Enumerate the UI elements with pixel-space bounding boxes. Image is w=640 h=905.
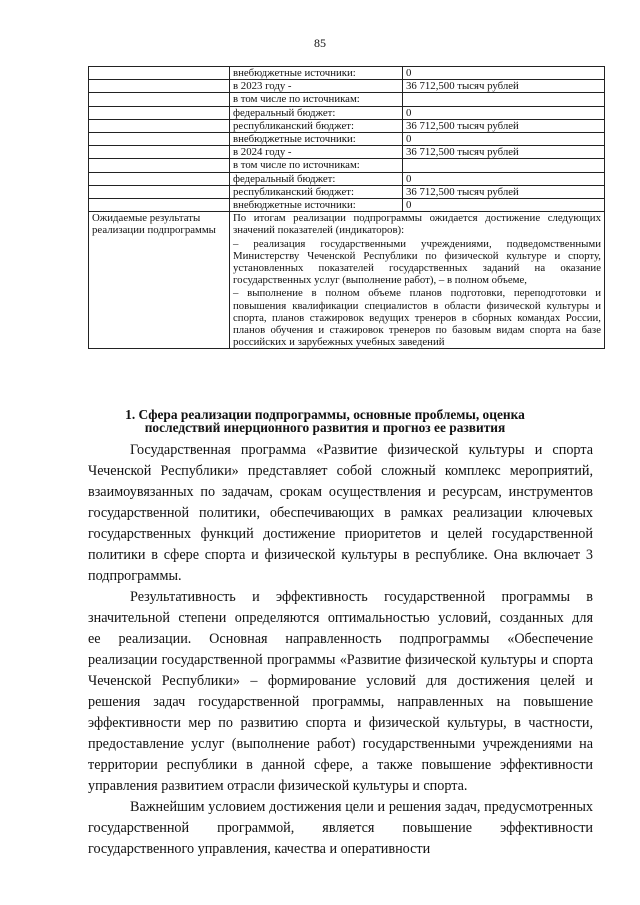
results-label: Ожидаемые результаты реализации подпрограммы bbox=[89, 212, 230, 349]
finance-row-label: внебюджетные источники: bbox=[230, 199, 403, 212]
finance-row bbox=[89, 199, 605, 212]
results-intro: По итогам реализации подпрограммы ожидается достижение следующих значений показателей (индикаторов): bbox=[233, 212, 601, 237]
finance-row bbox=[89, 80, 605, 93]
finance-row-value: 36 712,500 тысяч рублей bbox=[403, 119, 605, 132]
finance-row bbox=[89, 67, 605, 80]
finance-row-label: в том числе по источникам: bbox=[230, 93, 403, 106]
finance-row-blank bbox=[89, 106, 230, 119]
finance-rows bbox=[89, 67, 605, 212]
results-item-2: – выполнение в полном объеме планов подготовки, переподготовки и повышения квалификации специалистов в области физической культуры и спорта, планов стажировок ведущих тренеров в сборных командах России, планов обучения и стажировок тренеров по базовым видам спорта на базе российских и зарубежных учебных заведений bbox=[233, 287, 601, 349]
finance-row-value: 0 bbox=[403, 199, 605, 212]
finance-row-label: внебюджетные источники: bbox=[230, 67, 403, 80]
section-heading: 1. Сфера реализации подпрограммы, основные проблемы, оценка последствий инерционного развития и прогноз ее развития bbox=[125, 407, 525, 435]
finance-row bbox=[89, 133, 605, 146]
finance-row-blank bbox=[89, 67, 230, 80]
finance-row-value bbox=[403, 159, 605, 172]
finance-row bbox=[89, 172, 605, 185]
finance-row-blank bbox=[89, 146, 230, 159]
finance-row-label: в том числе по источникам: bbox=[230, 159, 403, 172]
results-cell bbox=[230, 212, 605, 349]
finance-row-blank bbox=[89, 119, 230, 132]
finance-row-label: в 2023 году - bbox=[230, 80, 403, 93]
finance-row-label: в 2024 году - bbox=[230, 146, 403, 159]
paragraph-2-cont: ее реализации. Основная направленность подпрограммы «Обеспечение реализации государственной программы «Развитие физической культуры и спорта Чеченской Республики» – формирование условий для достижения целей и решения задач государственной программы, направленных на повышение эффективности мер по развитию спорта и физической культуры, в частности, предоставление услуг (выполнение работ) государственными учреждениями на территории республики в данной сфере, а также повышение эффективности управления развитием отрасли физической культуры и спорта. bbox=[88, 631, 593, 794]
paragraph-3: Важнейшим условием достижения цели и решения задач, предусмотренных государственной программой, является повышение эффективности государственного управления, качества и оперативности bbox=[88, 799, 593, 857]
finance-row-blank bbox=[89, 93, 230, 106]
finance-row bbox=[89, 93, 605, 106]
finance-row-blank bbox=[89, 185, 230, 198]
finance-row-label: республиканский бюджет: bbox=[230, 119, 403, 132]
finance-row-value: 0 bbox=[403, 106, 605, 119]
finance-row-value: 36 712,500 тысяч рублей bbox=[403, 146, 605, 159]
finance-row bbox=[89, 185, 605, 198]
page-number: 85 bbox=[314, 36, 326, 50]
finance-row-label: федеральный бюджет: bbox=[230, 172, 403, 185]
finance-row-blank bbox=[89, 133, 230, 146]
finance-row-value: 36 712,500 тысяч рублей bbox=[403, 80, 605, 93]
passport-table bbox=[88, 66, 605, 349]
body-text bbox=[88, 440, 593, 860]
finance-row-blank bbox=[89, 159, 230, 172]
paragraph-2-start: Результативность и эффективность государственной программы в значительной степени определяются оптимальностью условий, созданных для bbox=[88, 589, 593, 626]
finance-row-blank bbox=[89, 80, 230, 93]
paragraph-1: Государственная программа «Развитие физической культуры и спорта Чеченской Республики» представляет собой сложный комплекс мероприятий, взаимоувязанных по задачам, срокам осуществления и ресурсам, инструментов государственной политики, обеспечивающих в рамках реализации ключевых государственных функций достижение приоритетов и целей государственной политики в сфере спорта и физической культуры в республике. Она включает 3 подпрограммы. bbox=[88, 442, 593, 584]
finance-row-value: 36 712,500 тысяч рублей bbox=[403, 185, 605, 198]
finance-row bbox=[89, 106, 605, 119]
finance-row-blank bbox=[89, 199, 230, 212]
finance-row-label: федеральный бюджет: bbox=[230, 106, 403, 119]
finance-row-value bbox=[403, 93, 605, 106]
finance-row-value: 0 bbox=[403, 67, 605, 80]
finance-row bbox=[89, 146, 605, 159]
results-row bbox=[89, 212, 605, 349]
finance-row-value: 0 bbox=[403, 172, 605, 185]
finance-row bbox=[89, 159, 605, 172]
finance-row bbox=[89, 119, 605, 132]
finance-row-blank bbox=[89, 172, 230, 185]
results-item-1: – реализация государственными учреждениями, подведомственными Министерству Чеченской Республики по физической культуре и спорту, установленных показателей государственных заданий на оказание государственных услуг (выполнение работ), – в полном объеме, bbox=[233, 237, 601, 287]
finance-row-label: республиканский бюджет: bbox=[230, 185, 403, 198]
finance-row-label: внебюджетные источники: bbox=[230, 133, 403, 146]
finance-row-value: 0 bbox=[403, 133, 605, 146]
